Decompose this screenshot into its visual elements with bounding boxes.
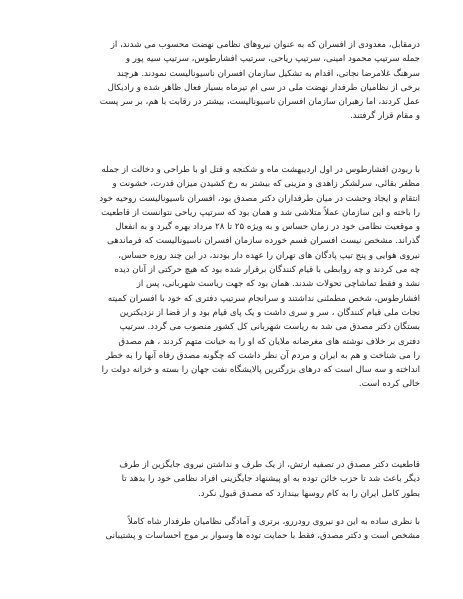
paragraph-3: [50, 458, 420, 501]
text-line: و مقام قرار گرفتند.: [350, 111, 420, 122]
text-line: نیروی هوایی و پنج تیپ پادگان های تهران را عهده دار بودند، در این چند روزه حساس،: [118, 250, 420, 261]
text-line: را باخته و این سازمان عملاً متلاشی شد و همان بود که سرتیپ ریاحی نتوانست از قاطعیت: [101, 207, 420, 218]
text-line: گذراند. مشخص نیست افسران قسم خورده سازمان افسران ناسیونالیست که فرماندهی: [107, 236, 420, 247]
text-line: انتقام و ایجاد وحشت در میان طرفداران دکتر مصدق بود، افسران ناسیونالیست روحیه خود: [99, 193, 420, 204]
text-line: جمله سرتیپ محمود امینی، سرتیپ ریاحی، سرتیپ افشارطوس، سرتیپ سیه پور و: [125, 54, 420, 65]
text-line: بستگان دکتر مصدق می شد به ریاست شهربانی کل کشور منصوب می گردد. سرتیپ: [119, 322, 420, 333]
text-line: با ربودن افشارطوس در اول اردیبهشت ماه و شکنجه و قتل او با طراحی و دخالت از جمله: [101, 165, 420, 175]
text-line: برخی از نظامیان طرفدار نهضت ملی در سی ام تیرماه بسیار فعال ظاهر شده و رادیکال: [107, 82, 420, 93]
text-line: را می شناخت و هم به ایران و مردم آن نظر داشت که چگونه مصدق رفاه آنها را به خطر: [105, 350, 420, 361]
text-line: افشارطوس، شخص مطمئنی نداشتند و سرانجام سرتیپ دفتری که خود با افسران کمیته: [107, 293, 420, 304]
paragraph-4: [50, 515, 420, 544]
text-line: خالی کرده است.: [358, 379, 420, 390]
text-line: قاطعیت دکتر مصدق در تصفیه ارتش، از یک طرف و نداشتن نیروی جایگزین از طرف: [119, 460, 420, 470]
text-line: انداخته و سه سال است که درهای بزرگترین پالایشگاه نفت جهان را بسته و خزانه دولت را: [101, 365, 420, 376]
text-line: بطور کامل ایران را به کام روسها بیندازد که مصدق قبول نکرد.: [198, 488, 420, 499]
paragraph-1: [50, 38, 420, 124]
text-line: مشخص است و دکتر مصدق، فقط با حمایت توده ها وسوار بر موج احساسات و پشتیبانی: [105, 531, 420, 542]
text-line: نجات ملی قیام کنندگان ، سر و سری داشت و یک پای قیام بود و از قضا از نزدیکترین: [119, 307, 420, 318]
text-line: و موقعیت نظامی خود در زمان حساس و به ویژه ۲۵ تا ۲۸ مرداد بهره گیرد و به انفعال: [115, 222, 420, 233]
text-line: مظفر بقائی، سرلشکر زاهدی و مزینی که بیشتر به رخ کشیدن میزان قدرت، خشونت و: [112, 179, 420, 190]
text-line: دفتری بر خلاف نوشته های مغرضانه ملایان که او را به خیانت متهم کردند ، هم مصدق: [118, 336, 420, 347]
text-line: دیگر باعث شد تا حزب خائن توده به او پیشنهاد جایگزینی افراد نظامی خود را بدهد تا: [121, 474, 420, 485]
text-line: چه می کردند و چه روابطی با قیام کنندگان برقرار شده بود که هیچ حرکتی از آنان دیده: [114, 265, 420, 276]
paragraph-2: [50, 163, 420, 392]
text-line: نشد و فقط تماشاچی تحولات شدند. همان بود که جهت ریاست شهربانی، پس از: [136, 279, 420, 290]
text-line: درمقابل، معدودی از افسران که به عنوان نیروهای نظامی نهضت محسوب می شدند، از: [110, 40, 420, 50]
text-line: با نظری ساده به این دو نیروی رودررو، برتری و آمادگی نظامیان طرفدار شاه کاملاً: [127, 517, 420, 527]
text-line: سرهنگ غلامرضا نجاتی، اقدام به تشکیل سازمان افسران ناسیونالیست نمودند. هرچند: [116, 68, 420, 79]
text-line: عمل کردند، اما رهبران سازمان افسران ناسیونالیست، بیشتر در رقابت با هم، بر سر پست: [99, 97, 420, 108]
